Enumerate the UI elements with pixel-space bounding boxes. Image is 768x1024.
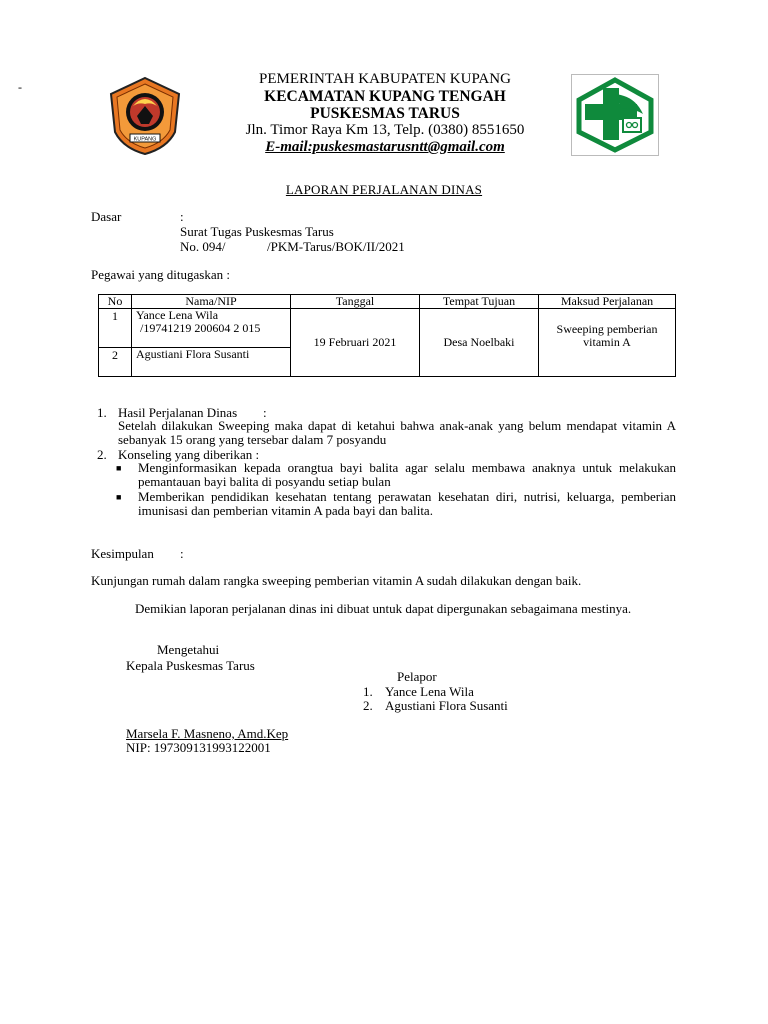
section2-number: 2. [97,447,107,462]
bullet-icon: ■ [116,463,122,473]
margin-mark: - [18,80,22,94]
dasar-number-value: /PKM-Tarus/BOK/II/2021 [267,239,405,254]
dasar-letter: Surat Tugas Puskesmas Tarus [180,224,334,239]
head-nip: NIP: 197309131993122001 [126,740,271,755]
dasar-number-label: No. 094/ [180,239,226,254]
puskesmas-logo-icon [571,74,659,156]
document-title: LAPORAN PERJALANAN DINAS [285,182,483,197]
header-email[interactable]: E-mail:puskesmastarusntt@gmail.com [265,139,505,155]
col-place: Tempat Tujuan [420,295,539,309]
reporter-number: 1. [363,684,373,699]
kesimpulan-label: Kesimpulan [91,546,154,561]
row-name: Agustiani Flora Susanti [132,348,291,377]
trip-date: 19 Februari 2021 [291,309,420,377]
section2-title: Konseling yang diberikan : [118,447,260,462]
header-government: PEMERINTAH KABUPATEN KUPANG [259,71,511,87]
sign-reporter-label: Pelapor [397,669,437,684]
sign-head-title: Kepala Puskesmas Tarus [126,658,255,673]
trip-purpose: Sweeping pemberian vitamin A [539,309,676,377]
row-name-cell [132,309,291,348]
col-date: Tanggal [291,295,420,309]
table-header-row [99,295,676,309]
row-number: 2 [99,348,132,377]
bullet-item: Memberikan pendidikan kesehatan tentang perawatan kesehatan diri, nutrisi, keluarga, pemberian imunisasi dan pemberian vitamin A pada bayi dan balita. [138,489,676,518]
reporter-name: Agustiani Flora Susanti [385,698,508,713]
section1-colon: : [263,405,267,420]
head-name: Marsela F. Masneno, Amd.Kep [126,726,289,741]
row-nip: /19741219 200604 2 015 [140,321,261,335]
dasar-label: Dasar [91,209,122,224]
row-number: 1 [99,309,132,348]
personnel-table [98,294,676,377]
section1-title: Hasil Perjalanan Dinas [118,405,238,420]
seal-ribbon-text: KUPANG [133,136,157,143]
header-puskesmas: PUSKESMAS TARUS [310,105,460,122]
kupang-regency-seal-icon [107,76,183,156]
dasar-colon: : [180,209,184,224]
col-name: Nama/NIP [132,295,291,309]
closing-paragraph: Demikian laporan perjalanan dinas ini dibuat untuk dapat dipergunakan sebagaimana mestinya. [135,601,632,616]
pegawai-label: Pegawai yang ditugaskan : [91,267,230,282]
bullet-item: Menginformasikan kepada orangtua bayi balita agar selalu membawa anaknya untuk melakukan pemantauan bayi balita di posyandu setiap bulan [138,460,676,489]
trip-destination: Desa Noelbaki [420,309,539,377]
kesimpulan-body: Kunjungan rumah dalam rangka sweeping pemberian vitamin A sudah dilakukan dengan baik. [91,573,582,588]
section1-number: 1. [97,405,107,420]
col-no: No [99,295,132,309]
bullet-icon: ■ [116,492,122,502]
header-address: Jln. Timor Raya Km 13, Telp. (0380) 8551650 [245,122,525,138]
kesimpulan-colon: : [180,546,184,561]
reporter-name: Yance Lena Wila [385,684,474,699]
sign-acknowledged: Mengetahui [157,642,220,657]
header-district: KECAMATAN KUPANG TENGAH [264,88,506,105]
row-name: Yance Lena Wila [136,308,219,322]
col-purpose: Maksud Perjalanan [539,295,676,309]
section1-body: Setelah dilakukan Sweeping maka dapat di ketahui bahwa anak-anak yang belum mendapat vitamin A sebanyak 15 orang yang tersebar dalam 7 posyandu [118,418,676,447]
table-row [99,309,676,348]
reporter-number: 2. [363,698,373,713]
